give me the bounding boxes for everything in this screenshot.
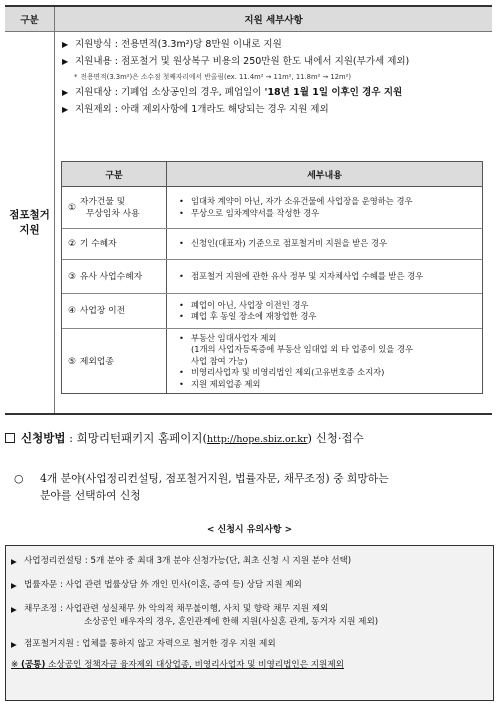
bullet-method: ▶ 지원방식 : 전용면적(3.3m²)당 8만원 이내로 지원 xyxy=(62,39,282,50)
area-rounding-note: * 전용면적(3.3m²)은 소수점 첫째자리에서 반올림(ex. 11.4m² → 11m², 11.8m² → 12m²) xyxy=(74,73,351,81)
exclusion-table xyxy=(61,161,483,394)
table-body xyxy=(5,32,492,413)
triangle-bullet-icon: ▶ xyxy=(11,605,17,614)
bullet-dot-icon: • xyxy=(179,207,184,218)
triangle-bullet-icon: ▶ xyxy=(62,105,69,114)
triangle-bullet-icon: ▶ xyxy=(62,57,69,66)
table-row xyxy=(62,260,482,294)
row-details xyxy=(167,187,482,228)
bullet-dot-icon: • xyxy=(179,311,184,321)
target-date-emphasis: '18년 1월 1일 이후인 경우 지원 xyxy=(264,87,403,98)
list-item: • 비영리사업자 및 비영리법인 제외(고유번호증 소지자) xyxy=(179,367,385,378)
asterisk-icon: * xyxy=(74,73,78,81)
category-label: 점포철거 지원 xyxy=(9,208,50,236)
table-row xyxy=(62,229,482,260)
caution-box xyxy=(5,545,494,701)
list-item: • 임대차 계약이 아닌, 자가 소유건물에 사업장을 운영하는 경우 xyxy=(179,196,413,206)
triangle-bullet-icon: ▶ xyxy=(62,88,69,97)
apply-method: 신청방법 : 희망리턴패키지 홈페이지(http://hope.sbiz.or.kr) 신청·접수 xyxy=(5,430,495,448)
common-exclusion-note: ※ (공통) 소상공인 정책자금 융자제외 대상업종, 비영리사업자 및 비영리법인은 지원제외 xyxy=(11,660,344,670)
row-label: ③ 유사 사업수혜자 xyxy=(62,260,167,293)
table-header xyxy=(5,7,492,32)
triangle-bullet-icon: ▶ xyxy=(62,40,69,49)
row-details xyxy=(167,329,482,394)
bullet-dot-icon: • xyxy=(179,270,184,281)
exclusion-header-details: 세부내용 xyxy=(307,170,342,181)
bullet-dot-icon: • xyxy=(179,196,184,206)
circle-bullet-icon: ○ xyxy=(14,472,24,485)
triangle-bullet-icon: ▶ xyxy=(11,581,17,590)
table-row xyxy=(62,294,482,329)
exclusion-header-category: 구분 xyxy=(62,162,167,186)
row-label: ② 기 수혜자 xyxy=(62,229,167,259)
bullet-dot-icon: • xyxy=(179,238,184,249)
homepage-link[interactable]: http://hope.sbiz.or.kr xyxy=(206,434,308,445)
bullet-exclude: ▶ 지원제외 : 아래 제외사항에 1개라도 해당되는 경우 지원 제외 xyxy=(62,104,329,115)
exclusion-table-header xyxy=(62,162,482,187)
row-label: ① 자가건물 및 무상임차 사용 xyxy=(62,187,167,228)
caution-item-consulting: ▶ 사업정리컨설팅 : 5개 분야 중 최대 3개 분야 신청가능(단, 최초 신청 시 지원 분야 선택) xyxy=(11,556,352,566)
bullet-dot-icon: • xyxy=(179,332,184,343)
header-category: 구분 xyxy=(5,7,55,31)
square-bullet-icon xyxy=(5,433,15,443)
list-item: • 신청인(대표자) 기준으로 점포철거비 지원을 받은 경우 xyxy=(179,238,387,249)
list-item: • 폐업이 아닌, 사업장 이전인 경우 xyxy=(179,299,309,310)
details-cell xyxy=(55,32,492,413)
list-item: • 무상으로 임차계약서를 작성한 경우 xyxy=(179,207,320,218)
bullet-dot-icon: • xyxy=(179,367,184,378)
row-label: ⑤ 제외업종 xyxy=(62,329,167,394)
caution-item-legal: ▶ 법률자문 : 사업 관련 법률상담 外 개인 민사(이혼, 증여 등) 상담 지원 제외 xyxy=(11,580,302,590)
row-details xyxy=(167,229,482,259)
caution-item-demolition: ▶ 점포철거지원 : 업체를 통하지 않고 자력으로 철거한 경우 지원 제외 xyxy=(11,639,276,649)
apply-method-label: 신청방법 xyxy=(21,431,66,445)
caution-item-debt: ▶ 채무조정 : 사업관련 성실채무 外 악의적 채무불이행, 사치 및 향락 채무 지원 제외 소상공인 배우자의 경우, 혼인관계에 한해 지원(사실혼 관계, 동거자 지원 제외) xyxy=(11,604,379,627)
list-item: • 지원 제외업종 제외 xyxy=(179,378,261,389)
bullet-dot-icon: • xyxy=(179,299,184,310)
support-details-table xyxy=(5,5,492,415)
header-details: 지원 세부사항 xyxy=(244,15,303,26)
triangle-bullet-icon: ▶ xyxy=(11,557,17,566)
row-label: ④ 사업장 이전 xyxy=(62,294,167,328)
category-cell xyxy=(5,32,55,413)
table-row xyxy=(62,329,482,394)
row-details xyxy=(167,294,482,328)
bullet-dot-icon: • xyxy=(179,378,184,389)
triangle-bullet-icon: ▶ xyxy=(11,640,17,649)
bullet-target: ▶ 지원대상 : 기폐업 소상공인의 경우, 폐업일이 '18년 1월 1일 이후인 경우 지원 xyxy=(62,87,403,98)
list-item: • 점포철거 지원에 관한 유사 정부 및 지자체사업 수혜를 받은 경우 xyxy=(179,270,424,281)
table-row xyxy=(62,187,482,229)
list-item: • 부동산 임대사업자 제외 (1개의 사업자등록증에 부동산 임대업 외 타 업종이 있을 경우 사업 참여 가능) xyxy=(179,332,413,366)
selection-instruction: ○ 4개 분야(사업정리컨설팅, 점포철거지원, 법률자문, 채무조정) 중 희망하는 분야를 선택하여 신청 xyxy=(14,472,389,502)
row-details xyxy=(167,260,482,293)
caution-title: < 신청시 유의사항 > xyxy=(206,525,293,535)
bullet-content: ▶ 지원내용 : 점포철거 및 원상복구 비용의 250만원 한도 내에서 지원(부가세 제외) xyxy=(62,56,410,67)
list-item: • 폐업 후 동일 장소에 재창업한 경우 xyxy=(179,311,317,321)
